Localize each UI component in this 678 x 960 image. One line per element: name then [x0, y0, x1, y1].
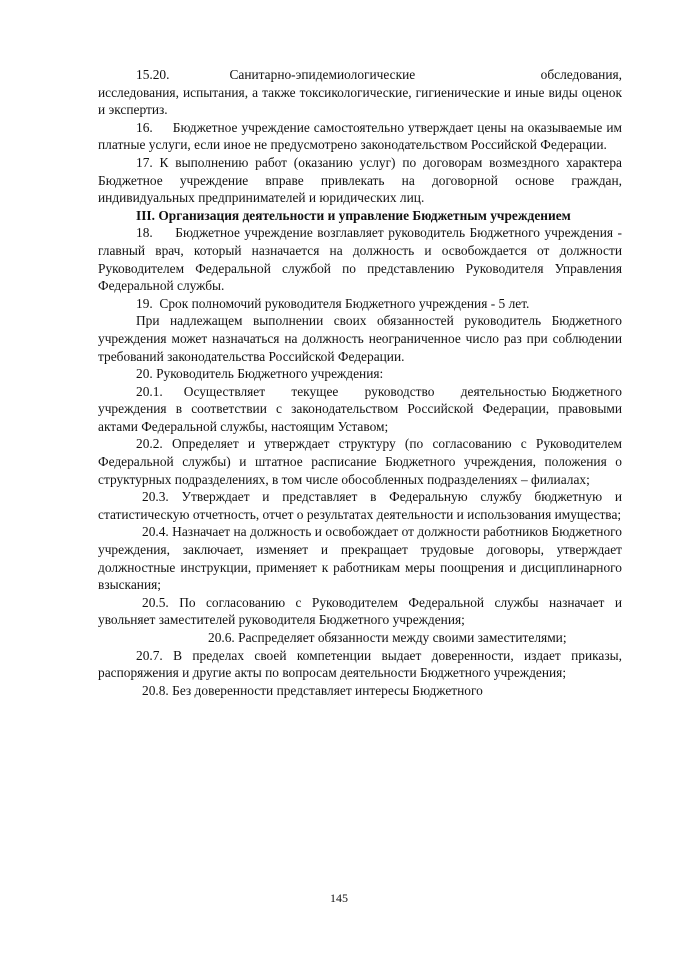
paragraph-18: 18. Бюджетное учреждение возглавляет руководитель Бюджетного учреждения - главный врач, который назначается на должность и освобождается от должности Руководителем Федеральной службой по представлению Руководителя Управления Федеральной службы. [98, 225, 622, 294]
paragraph-20-3: 20.3. Утверждает и представляет в Федеральную службу бюджетную и статистическую отчетность, отчет о результатах деятельности и использования имущества; [98, 489, 622, 522]
paragraph-20: 20. Руководитель Бюджетного учреждения: [136, 366, 384, 382]
paragraph-20-4: 20.4. Назначает на должность и освобождает от должности работников Бюджетного учреждения, заключает, изменяет и прекращает трудовые договоры, утверждает должностные инструкции, применяет к работникам меры поощрения и дисциплинарного взыскания; [98, 524, 622, 593]
section-heading-iii: III. Организация деятельности и управление Бюджетным учреждением [136, 207, 571, 223]
paragraph-20-2: 20.2. Определяет и утверждает структуру (по согласованию с Руководителем Федеральной службы) и штатное расписание Бюджетного учреждения, положения о структурных подразделениях, в том числе обособленных подразделениях – филиалах; [98, 436, 622, 487]
paragraph-20-5: 20.5. По согласованию с Руководителем Федеральной службы назначает и увольняет заместителей руководителя Бюджетного учреждения; [98, 594, 622, 628]
paragraph-16: 16. Бюджетное учреждение самостоятельно утверждает цены на оказываемые им платные услуги, если иное не предусмотрено законодательством Российской Федерации. [98, 119, 622, 153]
paragraph-20-7: 20.7. В пределах своей компетенции выдает доверенности, издает приказы, распоряжения и другие акты по вопросам деятельности Бюджетного учреждения; [98, 647, 622, 681]
paragraph-15-20: 15.20. Санитарно-эпидемиологические обследования, исследования, испытания, а также токсикологические, гигиенические и иные виды оценок и экспертиз. [98, 67, 622, 118]
page-number: 145 [330, 891, 348, 905]
paragraph-20-6: 20.6. Распределяет обязанности между своими заместителями; [208, 630, 567, 645]
paragraph-20-8: 20.8. Без доверенности представляет интересы Бюджетного [142, 682, 483, 698]
paragraph-17: 17. К выполнению работ (оказанию услуг) по договорам возмездного характера Бюджетное учреждение вправе привлекать на договорной основе граждан, индивидуальных предпринимателей и юридических лиц. [98, 154, 622, 206]
document-page [98, 66, 622, 699]
paragraph-19: 19. Срок полномочий руководителя Бюджетного учреждения - 5 лет. [136, 295, 530, 311]
paragraph-20-1: 20.1. Осуществляет текущее руководство деятельностью Бюджетного учреждения в соответствии с законодательством Российской Федерации, правовыми актами Федеральной службы, настоящим Уставом; [98, 383, 622, 434]
paragraph-19-continued: При надлежащем выполнении своих обязанностей руководитель Бюджетного учреждения может назначаться на должность неограниченное число раз при соблюдении требований законодательства Российской Федерации. [98, 313, 622, 364]
